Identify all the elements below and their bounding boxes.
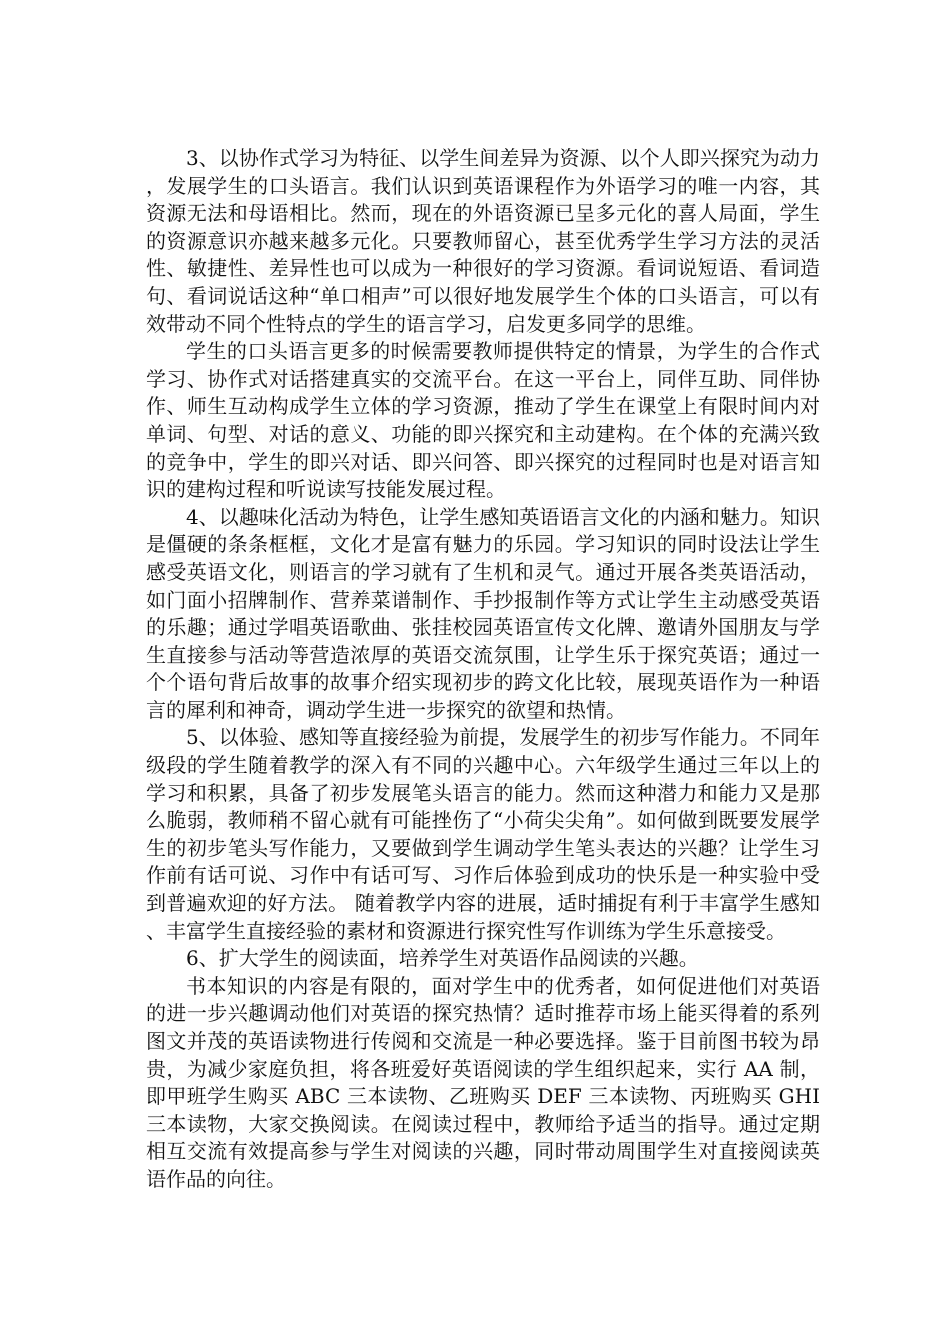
paragraph-4-fun-activities: 4、以趣味化活动为特色，让学生感知英语语言文化的内涵和魅力。知识是僵硬的条条框框，文化才是富有魅力的乐园。学习知识的同时设法让学生感受英语文化，则语言的学习就有了生机和灵气。通过开展各类英语活动，如门面小招牌制作、营养菜谱制作、手抄报制作等方式让学生主动感受英语的乐趣；通过学唱英语歌曲、张挂校园英语宣传文化牌、邀请外国朋友与学生直接参与活动等营造浓厚的英语交流氛围，让学生乐于探究英语；通过一个个语句背后故事的故事介绍实现初步的跨文化比较，展现英语作为一种语言的犀利和神奇，调动学生进一步探究的欲望和热情。 (146, 504, 820, 722)
paragraph-oral-language: 学生的口头语言更多的时候需要教师提供特定的情景，为学生的合作式学习、协作式对话搭建真实的交流平台。在这一平台上，同伴互助、同伴协作、师生互动构成学生立体的学习资源，推动了学生在课堂上有限时间内对单词、句型、对话的意义、功能的即兴探究和主动建构。在个体的充满兴致的竞争中，学生的即兴对话、即兴问答、即兴探究的过程同时也是对语言知识的建构过程和听说读写技能发展过程。 (146, 339, 820, 502)
paragraph-5-writing-ability: 5、以体验、感知等直接经验为前提，发展学生的初步写作能力。不同年级段的学生随着教学的深入有不同的兴趣中心。六年级学生通过三年以上的学习和积累，具备了初步发展笔头语言的能力。然而这种潜力和能力又是那么脆弱，教师稍不留心就有可能挫伤了“小荷尖尖角”。如何做到既要发展学生的初步笔头写作能力，又要做到学生调动学生笔头表达的兴趣？让学生习作前有话可说、习作中有话可写、习作后体验到成功的快乐是一种实验中受到普遍欢迎的好方法。 随着教学内容的进展，适时捕捉有利于丰富学生感知、丰富学生直接经验的素材和资源进行探究性写作训练为学生乐意接受。 (146, 725, 820, 943)
paragraph-6-reading-scope: 6、扩大学生的阅读面，培养学生对英语作品阅读的兴趣。 (186, 946, 699, 971)
paragraph-3-collaborative-learning: 3、以协作式学习为特征、以学生间差异为资源、以个人即兴探究为动力，发展学生的口头语言。我们认识到英语课程作为外语学习的唯一内容，其资源无法和母语相比。然而，现在的外语资源已呈多元化的喜人局面，学生的资源意识亦越来越多元化。只要教师留心，甚至优秀学生学习方法的灵活性、敏捷性、差异性也可以成为一种很好的学习资源。看词说短语、看词造句、看词说话这种“单口相声”可以很好地发展学生个体的口头语言，可以有效带动不同个性特点的学生的语言学习，启发更多同学的思维。 (146, 146, 820, 336)
document-body (146, 145, 820, 1194)
paragraph-reading-exchange: 书本知识的内容是有限的，面对学生中的优秀者，如何促进他们对英语的进一步兴趣调动他们对英语的探究热情？适时推荐市场上能买得着的系列图文并茂的英语读物进行传阅和交流是一种必要选择。鉴于目前图书较为昂贵，为减少家庭负担，将各班爱好英语阅读的学生组织起来，实行 AA 制，即甲班学生购买 ABC 三本读物、乙班购买 DEF 三本读物、丙班购买 GHI 三本读物，大家交换阅读。在阅读过程中，教师给予适当的指导。通过定期相互交流有效提高参与学生对阅读的兴趣，同时带动周围学生对直接阅读英语作品的向往。 (146, 973, 820, 1191)
